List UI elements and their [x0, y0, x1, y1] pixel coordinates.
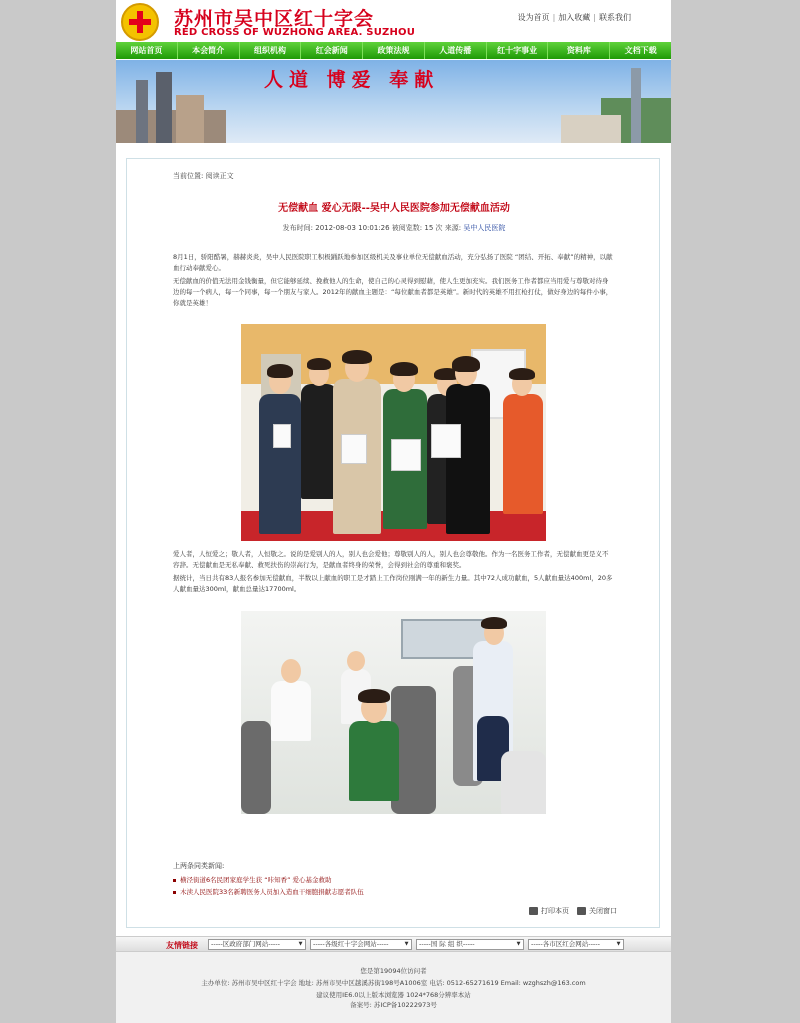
district-gov-links-select[interactable]: -----区政府部门网站----- ▼ — [208, 939, 306, 950]
article-paragraph: 爱人者，人恒爱之；敬人者，人恒敬之。说的是爱别人的人，别人也会爱他；尊敬别人的人，别人也会尊敬他。作为一名医务工作者，无偿献血更是义不容辞。无偿献血是无私奉献、救死扶伤的崇高行为，是献血者终身的荣誉，会得到社会的尊重和褒奖。 — [173, 550, 609, 569]
friend-links-label: 友情链接 — [166, 941, 198, 950]
related-news-link[interactable]: 横泾街道6名民团家庭学生获 “咔知香” 爱心基金救助 — [180, 876, 332, 884]
contact-us-link[interactable]: 联系我们 — [599, 13, 631, 22]
intl-org-links-select[interactable]: -----国 际 组 织----- ▼ — [416, 939, 524, 950]
printer-icon[interactable] — [529, 907, 538, 915]
visitor-counter: 您是第19094位访问者 — [360, 967, 427, 975]
nav-home[interactable]: 网站首页 — [116, 42, 178, 59]
article-source-link[interactable]: 吴中人民医院 — [463, 224, 506, 232]
main-nav — [116, 42, 671, 59]
nav-about[interactable]: 本会简介 — [178, 42, 240, 59]
nav-policy[interactable]: 政策法规 — [363, 42, 425, 59]
red-cross-emblem-icon[interactable] — [121, 3, 159, 41]
nav-library[interactable]: 资料库 — [548, 42, 610, 59]
related-news-link[interactable]: 木渎人民医院33名新聘医务人员加入造血干细胞捐献志愿者队伍 — [180, 888, 364, 896]
add-favorite-link[interactable]: 加入收藏 — [558, 13, 591, 22]
article-paragraph: 8月1日，骄阳酷暑，赫赫炎炎，吴中人民医院职工积极踊跃地参加区级机关及事业单位无偿献血活动，充分弘扬了医院 “团结、开拓、奉献”的精神，以献血行动奉献爱心。 — [173, 253, 613, 272]
top-links: 设为首页 | 加入收藏 | 联系我们 — [517, 13, 631, 22]
site-logo-title[interactable]: 苏州市吴中区红十字会 — [174, 8, 375, 30]
site-logo-subtitle: RED CROSS OF WUZHONG AREA. SUZHOU — [174, 27, 416, 38]
related-news-item[interactable] — [173, 887, 364, 896]
friend-links-bar — [116, 936, 671, 952]
article-panel — [126, 158, 660, 928]
nav-red-cross-cause[interactable]: 红十字事业 — [487, 42, 549, 59]
article-meta-text: 发布时间: 2012-08-03 10:01:26 被阅览数: 15 次 来源: — [282, 224, 462, 232]
header — [116, 0, 671, 42]
header-banner — [116, 60, 671, 143]
nav-downloads[interactable]: 文档下载 — [624, 46, 657, 55]
article-paragraph: 无偿献血的价值无法用金钱衡量，但它能够延续、挽救他人的生命，使自己的心灵得到慰藉，使人生更加充实。我们医务工作者都应当用爱与尊敬对待身边的每一个病人，每一个同事，每一个朋友与家人。2012年的献血主题是：“每位献血者都是英雄”。新时代的英雄不用扛枪打仗，做好身边的每件小事，你就是英雄！ — [173, 277, 613, 307]
article-photo-donation — [241, 611, 546, 814]
article-paragraph: 据统计，当日共有83人报名参加无偿献血，半数以上献血的职工是才踏上工作岗位刚满一年的新生力量。其中72人成功献血，5人献血量达400ml，20多人献血量达300ml，献血总量达17700ml。 — [173, 574, 613, 593]
print-page-button[interactable]: 打印本页 — [541, 907, 569, 915]
nav-organization[interactable]: 组织机构 — [240, 42, 302, 59]
related-news-item[interactable] — [173, 875, 332, 884]
article-meta — [127, 223, 661, 233]
breadcrumb: 当前位置: 阅读正文 — [173, 172, 234, 180]
footer — [116, 952, 671, 1023]
set-homepage-link[interactable]: 设为首页 — [517, 13, 550, 22]
related-news-label: 上两条同类新闻: — [173, 862, 225, 870]
article-title: 无偿献血 爱心无限--吴中人民医院参加无偿献血活动 — [278, 203, 510, 214]
close-window-icon[interactable] — [577, 907, 586, 915]
city-red-cross-links-select[interactable]: -----各市区红会网站----- ▼ — [528, 939, 624, 950]
page — [116, 0, 671, 1023]
close-window-button[interactable]: 关闭窗口 — [589, 907, 617, 915]
banner-slogan: 人道 博爱 奉献 — [264, 69, 440, 91]
footer-browser-note: 建议使用IE6.0以上版本浏览器 1024*768分辨率本站 — [316, 991, 471, 999]
red-cross-links-select[interactable]: -----各级红十字会网站----- ▼ — [310, 939, 412, 950]
footer-icp: 备案号: 苏ICP备10222973号 — [350, 1001, 437, 1009]
article-photo-group — [241, 324, 546, 541]
footer-host-info: 主办单位: 苏州市吴中区红十字会 地址: 苏州市吴中区越溪苏街198号A1006室 电话: 0512-65271619 Email: wzghszh@163.com — [201, 979, 586, 987]
chevron-down-icon: ▼ — [298, 941, 303, 947]
nav-news[interactable]: 红会新闻 — [301, 42, 363, 59]
chevron-down-icon: ▼ — [516, 941, 521, 947]
nav-humanitarian[interactable]: 人道传播 — [425, 42, 487, 59]
article-tools — [521, 906, 617, 916]
chevron-down-icon: ▼ — [404, 941, 409, 947]
chevron-down-icon: ▼ — [616, 941, 621, 947]
